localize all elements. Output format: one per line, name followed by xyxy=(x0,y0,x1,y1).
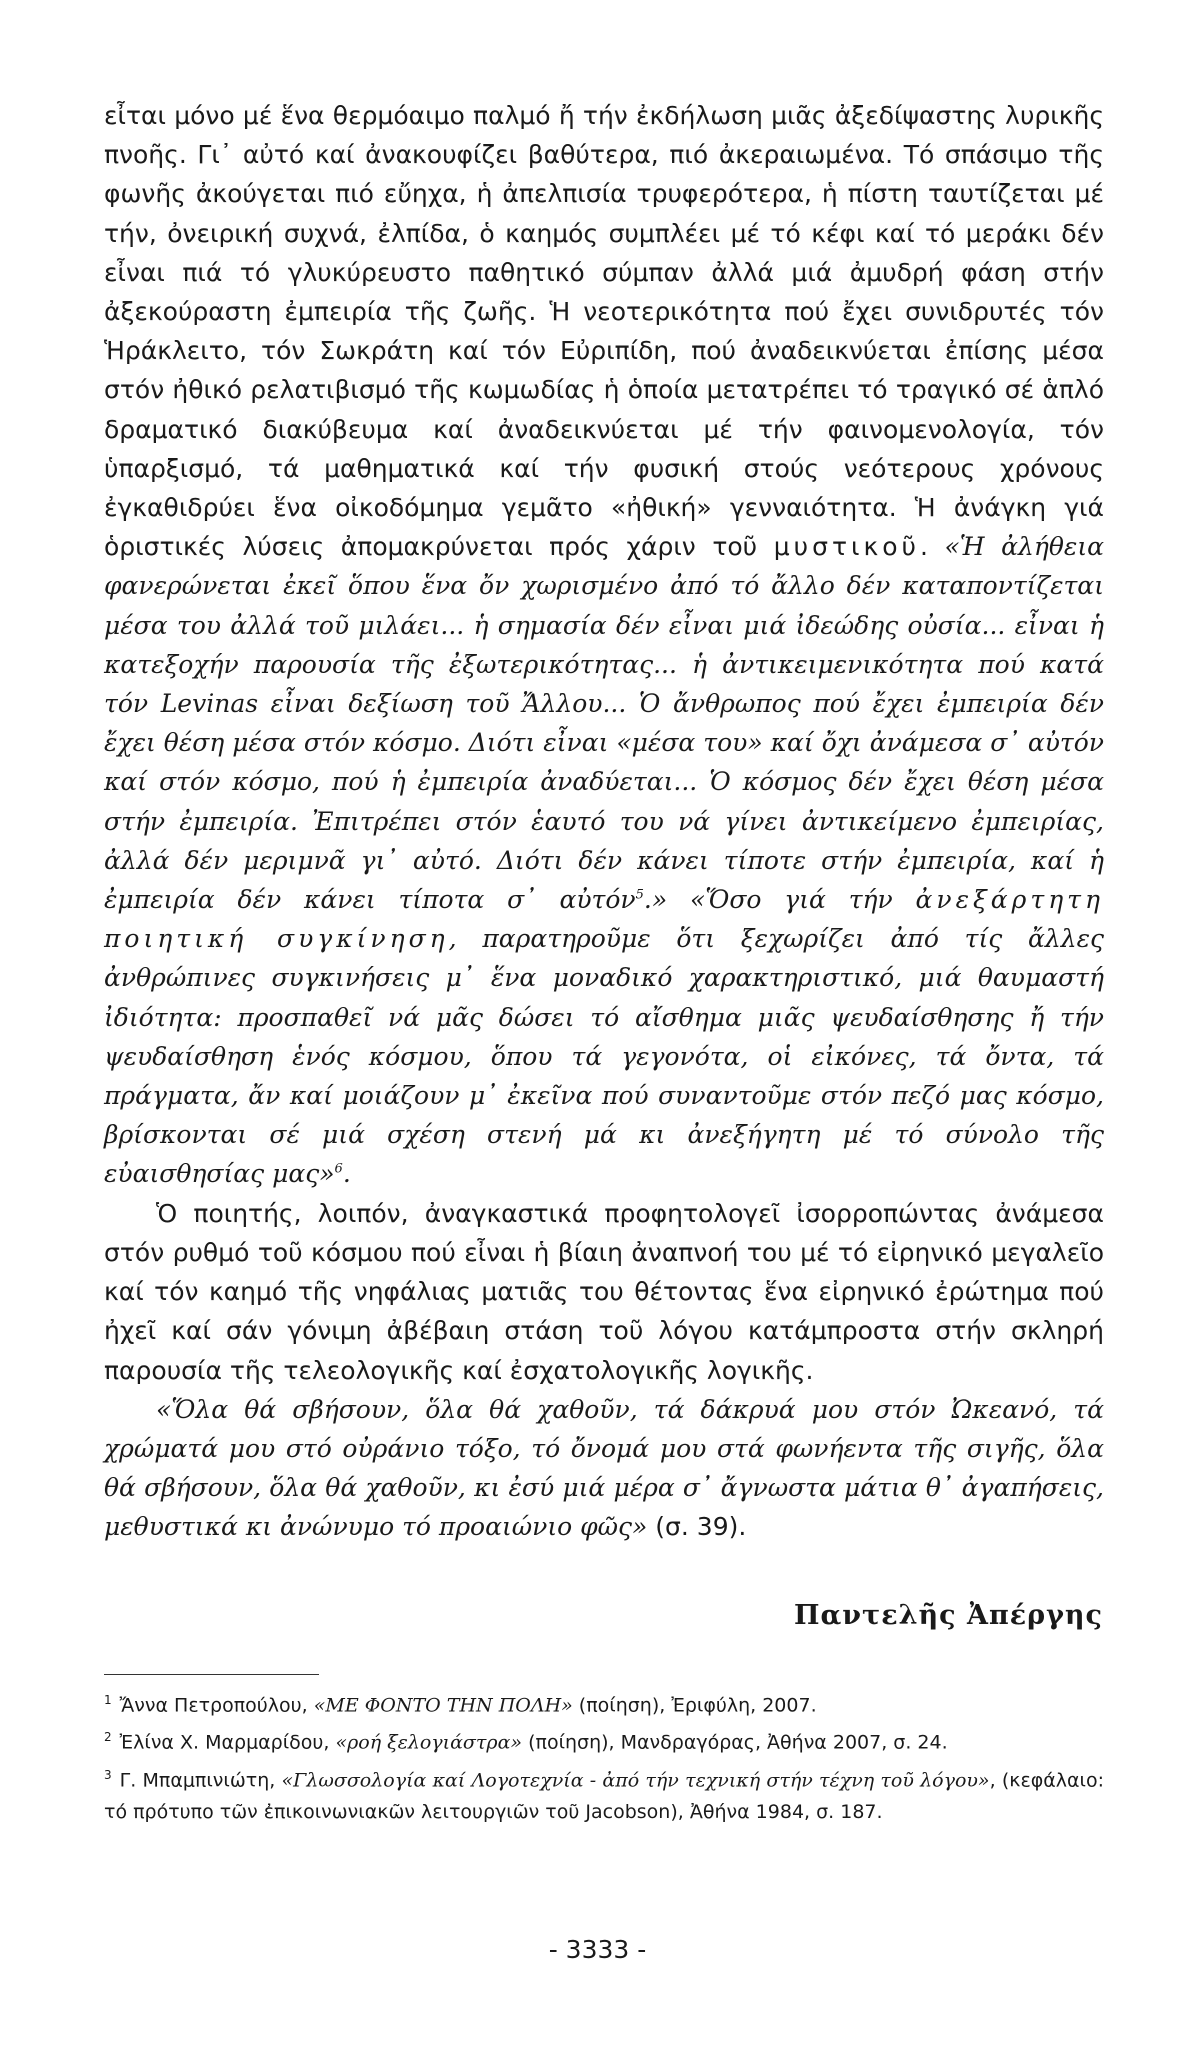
emphasis-spaced: μυστικοῦ xyxy=(773,532,920,562)
quotation-1: «Ἡ ἀλήθεια φανερώνεται ἐκεῖ ὅπου ἕνα ὄν χωρισμένο ἀπό τό ἄλλο δέν καταποντίζεται μέσα του ἀλλά τοῦ μιλάει... ἡ σημασία δέν εἶναι μιά ἰδεώδης οὐσία... εἶναι ἡ κατεξοχήν παρουσία τῆς ἐξωτερικότητας... ἡ ἀντικειμενικότητα πού κατά τόν Levinas εἶναι δεξίωση τοῦ Ἄλλου... Ὁ ἄνθρωπος πού ἔχει ἐμπειρία δέν ἔχει θέση μέσα στόν κόσμο. Διότι εἶναι «μέσα του» καί ὄχι ἀνάμεσα σ᾽ αὐτόν καί στόν κόσμο, πού ἡ ἐμπειρία ἀναδύεται... Ὁ κόσμος δέν ἔχει θέση μέσα στήν ἐμπειρία. Ἐπιτρέπει στόν ἑαυτό του νά γίνει ἀντικείμενο ἐμπειρίας, ἀλλά δέν μεριμνᾶ γι᾽ αὐτό. Διότι δέν κάνει τίποτε στήν ἐμπειρία, καί ἡ ἐμπειρία δέν κάνει τίποτα σ᾽ αὐτόν$^5$.» «Ὅσο γιά τήν ἀνεξάρτητη ποιητική συγκίνηση, παρατηροῦμε ὅτι ξεχωρίζει ἀπό τίς ἄλλες ἀνθρώπινες συγκινήσεις μ᾽ ἕνα μοναδικό χαρακτηριστικό, μιά θαυμαστή ἰδιότητα: προσπαθεῖ νά μᾶς δώσει τό αἴσθημα μιᾶς ψευδαίσθησης ἤ τήν ψευδαίσθηση ἑνός κόσμου, ὅπου τά γεγονότα, οἱ εἰκόνες, τά ὄντα, τά πράγματα, ἄν καί μοιάζουν μ᾽ ἐκεῖνα πού συναντοῦμε στόν πεζό μας κόσμο, βρίσκονται σέ μιά σχέση στενή μά κι ἀνεξήγητη μέ τό σύνολο τῆς εὐαισθησίας μας»$^6$. xyxy=(104,532,1105,1189)
body-text xyxy=(104,96,1104,1547)
footnote-ref-5: 5 xyxy=(635,887,644,903)
footnote-3: $^3$ Γ. Μπαμπινιώτη, «Γλωσσολογία καί Λογοτεχνία - ἀπό τήν τεχνική στήν τέχνη τοῦ λόγου», (κεφάλαιο: τό πρότυπο τῶν ἐπικοινωνιακῶν λειτουργιῶν τοῦ Jacobson), Ἀθήνα 1984, σ. 187. xyxy=(104,1767,1104,1823)
footnotes xyxy=(104,1684,1104,1828)
footnote-ref-6: 6 xyxy=(334,1162,343,1178)
emphasis-spaced-italic: ἀνεξάρτητη ποιητική συγκίνηση xyxy=(104,885,1104,954)
footnote-divider xyxy=(104,1674,319,1675)
author-signature: Παντελῆς Ἀπέργης xyxy=(794,1600,1103,1631)
paragraph-3: «Ὅλα θά σβήσουν, ὅλα θά χαθοῦν, τά δάκρυά μου στόν Ὠκεανό, τά χρώματά μου στό οὐράνιο τόξο, τό ὄνομά μου στά φωνήεντα τῆς σιγῆς, ὅλα θά σβήσουν, ὅλα θά χαθοῦν, κι ἐσύ μιά μέρα σ᾽ ἄγνωστα μάτια θ᾽ ἀγαπήσεις, μεθυστικά κι ἀνώνυμο τό προαιώνιο φῶς» (σ. 39). xyxy=(104,1394,1104,1542)
quotation-2: «Ὅλα θά σβήσουν, ὅλα θά χαθοῦν, τά δάκρυά μου στόν Ὠκεανό, τά χρώματά μου στό οὐράνιο τόξο, τό ὄνομά μου στά φωνήεντα τῆς σιγῆς, ὅλα θά σβήσουν, ὅλα θά χαθοῦν, κι ἐσύ μιά μέρα σ᾽ ἄγνωστα μάτια θ᾽ ἀγαπήσεις, μεθυστικά κι ἀνώνυμο τό προαιώνιο φῶς» xyxy=(104,1394,1104,1542)
paragraph-1: εἶται μόνο μέ ἕνα θερμόαιμο παλμό ἤ τήν ἐκδήλωση μιᾶς ἀξεδίψαστης λυρικῆς πνοῆς. Γι᾽ αὐτό καί ἀνακουφίζει βαθύτερα, πιό ἀκεραιωμένα. Τό σπάσιμο τῆς φωνῆς ἀκούγεται πιό εὔηχα, ἡ ἀπελπισία τρυφερότερα, ἡ πίστη ταυτίζεται μέ τήν, ὀνειρική συχνά, ἐλπίδα, ὁ καημός συμπλέει μέ τό κέφι καί τό μεράκι δέν εἶναι πιά τό γλυκύρευστο παθητικό σύμπαν ἀλλά μιά ἀμυδρή φάση στήν ἀξεκούραστη ἐμπειρία τῆς ζωῆς. Ἡ νεοτερικότητα πού ἔχει συνιδρυτές τόν Ἡράκλειτο, τόν Σωκράτη καί τόν Εὐριπίδη, πού ἀναδεικνύεται ἐπίσης μέσα στόν ἠθικό ρελατιβισμό τῆς κωμωδίας ἡ ὁποία μετατρέπει τό τραγικό σέ ἁπλό δραματικό διακύβευμα καί ἀναδεικνύεται μέ τήν φαινομενολογία, τόν ὑπαρξισμό, τά μαθηματικά καί τήν φυσική στούς νεότερους χρόνους ἐγκαθιδρύει ἕνα οἰκοδόμημα γεμᾶτο «ἠθική» γενναιότητα. Ἡ ἀνάγκη γιά ὁριστικές λύσεις ἀπομακρύνεται πρός χάριν τοῦ μυστικοῦ. «Ἡ ἀλήθεια φανερώνεται ἐκεῖ ὅπου ἕνα ὄν χωρισμένο ἀπό τό ἄλλο δέν καταποντίζεται μέσα του ἀλλά τοῦ μιλάει... ἡ σημασία δέν εἶναι μιά ἰδεώδης οὐσία... εἶναι ἡ κατεξοχήν παρουσία τῆς ἐξωτερικότητας... ἡ ἀντικειμενικότητα πού κατά τόν Levinas εἶναι δεξίωση τοῦ Ἄλλου... Ὁ ἄνθρωπος πού ἔχει ἐμπειρία δέν ἔχει θέση μέσα στόν κόσμο. Διότι εἶναι «μέσα του» καί ὄχι ἀνάμεσα σ᾽ αὐτόν καί στόν κόσμο, πού ἡ ἐμπειρία ἀναδύεται... Ὁ κόσμος δέν ἔχει θέση μέσα στήν ἐμπειρία. Ἐπιτρέπει στόν ἑαυτό του νά γίνει ἀντικείμενο ἐμπειρίας, ἀλλά δέν μεριμνᾶ γι᾽ αὐτό. Διότι δέν κάνει τίποτε στήν ἐμπειρία, καί ἡ ἐμπειρία δέν κάνει τίποτα σ᾽ αὐτόν$^5$.» «Ὅσο γιά τήν ἀνεξάρτητη ποιητική συγκίνηση, παρατηροῦμε ὅτι ξεχωρίζει ἀπό τίς ἄλλες ἀνθρώπινες συγκινήσεις μ᾽ ἕνα μοναδικό χαρακτηριστικό, μιά θαυμαστή ἰδιότητα: προσπαθεῖ νά μᾶς δώσει τό αἴσθημα μιᾶς ψευδαίσθησης ἤ τήν ψευδαίσθηση ἑνός κόσμου, ὅπου τά γεγονότα, οἱ εἰκόνες, τά ὄντα, τά πράγματα, ἄν καί μοιάζουν μ᾽ ἐκεῖνα πού συναντοῦμε στόν πεζό μας κόσμο, βρίσκονται σέ μιά σχέση στενή μά κι ἀνεξήγητη μέ τό σύνολο τῆς εὐαισθησίας μας»$^6$. xyxy=(104,101,1105,1189)
footnote-1: $^1$ Ἄννα Πετροπούλου, «ΜΕ ΦΟΝΤΟ ΤΗΝ ΠΟΛΗ» (ποίηση), Ἐριφύλη, 2007. xyxy=(104,1693,817,1717)
footnote-2: $^2$ Ἐλίνα Χ. Μαρμαρίδου, «ροή ξελογιάστρα» (ποίηση), Μανδραγόρας, Ἀθήνα 2007, σ. 24. xyxy=(104,1730,948,1754)
page-number: - 3333 - xyxy=(548,1935,647,1964)
paragraph-2: Ὁ ποιητής, λοιπόν, ἀναγκαστικά προφητολογεῖ ἰσορροπώντας ἀνάμεσα στόν ρυθμό τοῦ κόσμου πού εἶναι ἡ βίαιη ἀναπνοή του μέ τό εἰρηνικό μεγαλεῖο καί τόν καημό τῆς νηφάλιας ματιᾶς του θέτοντας ἕνα εἰρηνικό ἐρώτημα πού ἠχεῖ καί σάν γόνιμη ἀβέβαιη στάση τοῦ λόγου κατάμπροστα στήν σκληρή παρουσία τῆς τελεολογικῆς καί ἐσχατολογικῆς λογικῆς. xyxy=(104,1198,1104,1385)
